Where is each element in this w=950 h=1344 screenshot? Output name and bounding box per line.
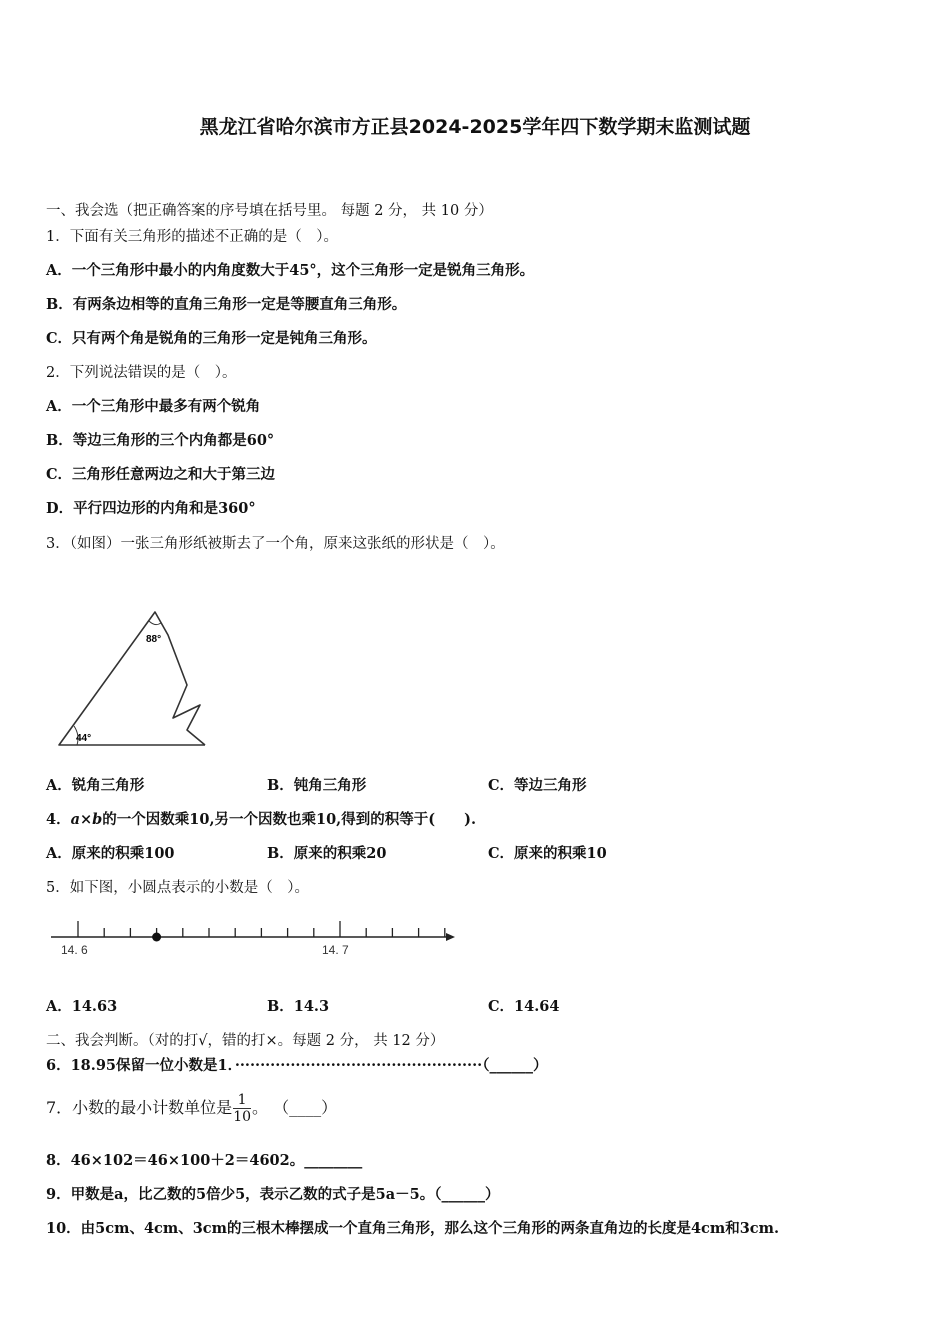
number-line-end-label: 14. 7 xyxy=(322,943,349,957)
q1-option-a: A．一个三角形中最小的内角度数大于45°，这个三角形一定是锐角三角形。 xyxy=(46,262,535,279)
q7-text: 7．小数的最小计数单位是 xyxy=(46,1098,233,1117)
q7 xyxy=(46,1088,337,1128)
q4-stem xyxy=(46,810,476,830)
q5-stem: 5．如下图，小圆点表示的小数是（ ）。 xyxy=(46,880,309,896)
q4-option-c: C．原来的积乘10 xyxy=(488,845,607,862)
q3-option-a: A．锐角三角形 xyxy=(46,777,145,794)
torn-triangle-outline xyxy=(59,612,205,745)
q7-fraction-numerator: 1 xyxy=(233,1092,251,1109)
number-line-arrow xyxy=(446,933,455,941)
top-angle-label: 88° xyxy=(146,634,162,645)
q10: 10．由5cm、4cm、3cm的三根木棒摆成一个直角三角形，那么这个三角形的两条直角边的长度是4cm和3cm. xyxy=(46,1220,780,1237)
q3-option-b: B．钝角三角形 xyxy=(267,777,367,794)
q7-fraction xyxy=(233,1092,251,1125)
q2-option-c: C．三角形任意两边之和大于第三边 xyxy=(46,466,276,483)
q4-expression: a×b xyxy=(70,811,103,828)
q3-stem: 3．（如图）一张三角形纸被斯去了一个角，原来这张纸的形状是（ ）。 xyxy=(46,536,505,552)
q5-option-a: A．14.63 xyxy=(46,998,118,1015)
q8: 8．46×102＝46×100＋2＝4602。________ xyxy=(46,1152,363,1169)
q4-stem-text: 的一个因数乘10,另一个因数也乘10,得到的积等于( ). xyxy=(102,811,477,828)
q2-option-d: D．平行四边形的内角和是360° xyxy=(46,500,256,517)
torn-triangle-figure xyxy=(50,605,215,755)
q9: 9．甲数是a，比乙数的5倍少5，表示乙数的式子是5a－5。（______） xyxy=(46,1186,500,1203)
q7-answer-blank: 。 （____） xyxy=(252,1098,338,1117)
q5-option-c: C．14.64 xyxy=(488,998,560,1015)
q7-fraction-denominator: 10 xyxy=(233,1109,252,1125)
left-angle-label: 44° xyxy=(76,733,92,744)
q2-option-b: B．等边三角形的三个内角都是60° xyxy=(46,432,275,449)
page-title: 黑龙江省哈尔滨市方正县2024-2025学年四下数学期末监测试题 xyxy=(199,116,751,138)
q5-option-b: B．14.3 xyxy=(267,998,330,1015)
number-line-dot xyxy=(152,933,161,942)
section1-heading: 一、我会选（把正确答案的序号填在括号里。 每题 2 分， 共 10 分） xyxy=(46,203,493,219)
q1-stem: 1．下面有关三角形的描述不正确的是（ ）。 xyxy=(46,229,338,245)
q2-option-a: A．一个三角形中最多有两个锐角 xyxy=(46,398,261,415)
number-line-start-label: 14. 6 xyxy=(61,943,88,957)
q4-option-a: A．原来的积乘100 xyxy=(46,845,175,862)
number-line-figure xyxy=(48,912,463,962)
section2-heading: 二、我会判断。（对的打√，错的打×。每题 2 分， 共 12 分） xyxy=(46,1033,445,1049)
q4-number: 4． xyxy=(46,811,71,828)
q2-stem: 2．下列说法错误的是（ ）。 xyxy=(46,365,237,381)
q3-option-c: C．等边三角形 xyxy=(488,777,587,794)
top-angle-arc xyxy=(149,621,161,625)
q6: 6．18.95保留一位小数是1．·················································（______） xyxy=(46,1057,548,1074)
q4-option-b: B．原来的积乘20 xyxy=(267,845,387,862)
q1-option-b: B．有两条边相等的直角三角形一定是等腰直角三角形。 xyxy=(46,296,407,313)
q1-option-c: C．只有两个角是锐角的三角形一定是钝角三角形。 xyxy=(46,330,377,347)
